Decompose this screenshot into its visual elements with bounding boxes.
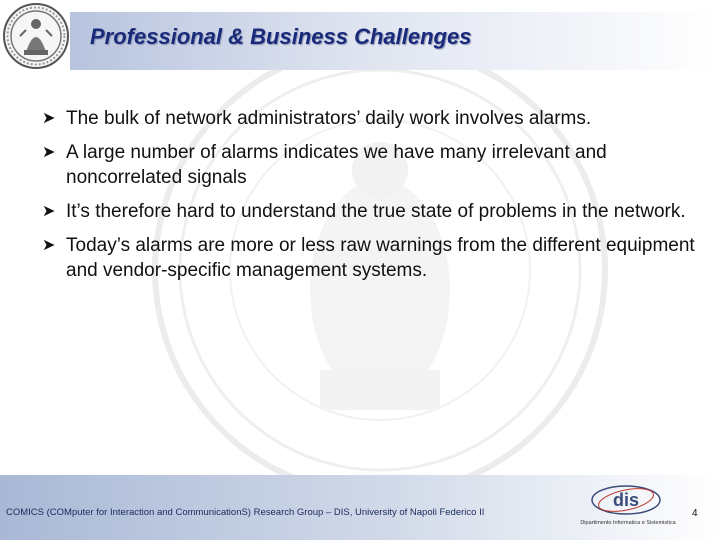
- page-number: 4: [692, 508, 698, 519]
- bullet-text: The bulk of network administrators’ daily work involves alarms.: [66, 108, 592, 129]
- arrow-bullet-icon: ➤: [42, 237, 56, 254]
- bullet-list: [42, 106, 702, 292]
- arrow-bullet-icon: ➤: [42, 110, 56, 127]
- slide-title: Professional & Business Challenges: [90, 24, 472, 49]
- arrow-bullet-icon: ➤: [42, 203, 56, 220]
- university-seal-icon: [2, 2, 70, 70]
- footer-credit: COMICS (COMputer for Interaction and CommunicationS) Research Group – DIS, University of Napoli Federico II: [6, 507, 485, 518]
- bullet-item: [42, 233, 702, 283]
- dis-logo-text: dis: [612, 490, 640, 510]
- arrow-bullet-icon: ➤: [42, 144, 56, 161]
- bullet-item: [42, 199, 702, 224]
- bullet-text: Today’s alarms are more or less raw warnings from the different equipment and vendor-specific management systems.: [66, 235, 695, 281]
- bullet-item: [42, 106, 702, 131]
- bullet-text: A large number of alarms indicates we have many irrelevant and noncorrelated signals: [66, 142, 607, 188]
- bullet-item: [42, 140, 702, 190]
- dis-logo-icon: [576, 478, 686, 532]
- bullet-text: It’s therefore hard to understand the true state of problems in the network.: [66, 201, 686, 222]
- dis-logo-subtitle: Dipartimento Informatica e Sistemistica: [580, 520, 676, 526]
